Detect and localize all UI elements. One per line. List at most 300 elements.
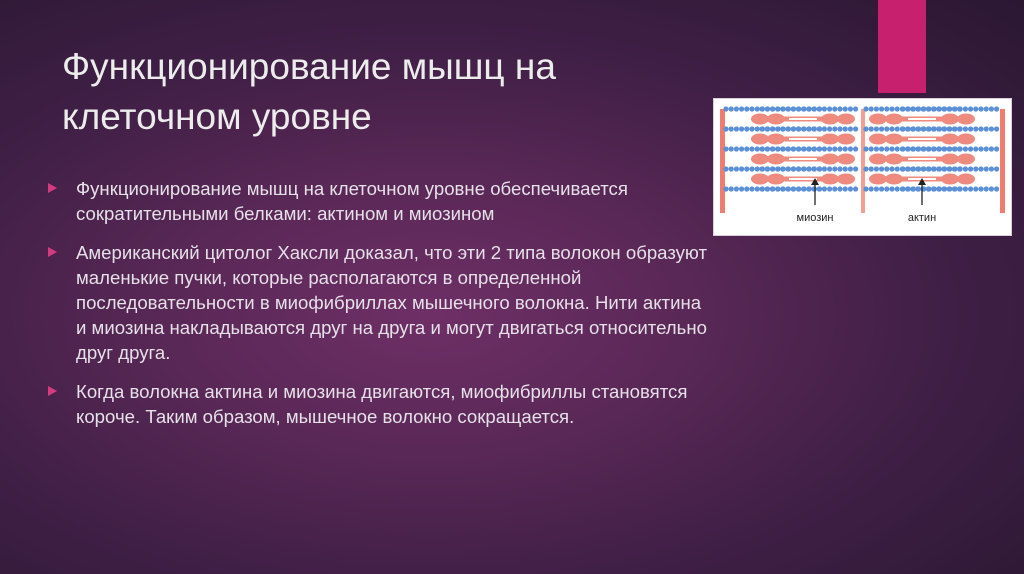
actin-bead [963,126,968,131]
actin-bead [848,126,853,131]
myosin-head [767,114,785,125]
actin-bead [916,126,921,131]
actin-bead [952,186,957,191]
actin-bead [889,186,894,191]
actin-bead [952,146,957,151]
actin-bead [895,166,900,171]
myosin-head [869,154,887,165]
myosin-head [821,134,839,145]
actin-bead [947,106,952,111]
actin-bead [749,106,754,111]
actin-bead [984,186,989,191]
actin-bead [734,126,739,131]
z-disc-right [1000,109,1005,213]
actin-bead [806,126,811,131]
actin-bead [994,106,999,111]
myosin-head [767,154,785,165]
actin-bead [942,106,947,111]
actin-bead [791,186,796,191]
actin-bead [811,166,816,171]
actin-bead [744,166,749,171]
actin-bead [843,166,848,171]
actin-bead [958,166,963,171]
actin-bead [884,126,889,131]
actin-bead [906,126,911,131]
actin-bead [947,186,952,191]
actin-bead [780,166,785,171]
actin-bead [973,126,978,131]
myosin-head [957,174,975,185]
actin-bead [817,186,822,191]
actin-bead [817,166,822,171]
actin-bead [884,186,889,191]
actin-bead [874,106,879,111]
actin-bead [801,126,806,131]
bullet-item [48,240,708,365]
actin-bead [796,146,801,151]
actin-bead [843,126,848,131]
myosin-head [885,174,903,185]
slide-title: Функционирование мышц на клеточном уровне [62,46,556,137]
actin-bead [895,126,900,131]
actin-bead [895,146,900,151]
myosin-label: миозин [796,212,834,224]
actin-bead [978,146,983,151]
actin-bead [765,146,770,151]
actin-bead [775,126,780,131]
actin-bead [900,146,905,151]
actin-bead [984,166,989,171]
actin-bead [801,146,806,151]
myosin-head [767,134,785,145]
myosin-head [885,134,903,145]
actin-bead [791,126,796,131]
actin-bead [937,106,942,111]
actin-bead [827,166,832,171]
actin-bead [984,126,989,131]
actin-bead [884,166,889,171]
actin-bead [874,146,879,151]
actin-bead [822,186,827,191]
actin-bead [853,146,858,151]
actin-bead [973,186,978,191]
myosin-head [751,174,769,185]
actin-bead [853,166,858,171]
actin-bead [968,146,973,151]
actin-bead [937,166,942,171]
actin-bead [989,106,994,111]
actin-bead [729,186,734,191]
actin-bead [734,186,739,191]
actin-bead [734,146,739,151]
actin-bead [739,186,744,191]
actin-bead [811,106,816,111]
myosin-head [941,154,959,165]
actin-bead [755,186,760,191]
actin-bead [759,146,764,151]
actin-bead [942,186,947,191]
actin-bead [994,126,999,131]
actin-bead [770,126,775,131]
actin-bead [811,126,816,131]
actin-bead [822,106,827,111]
actin-bead [723,186,728,191]
actin-bead [806,186,811,191]
actin-bead [848,106,853,111]
actin-bead [937,146,942,151]
actin-bead [989,186,994,191]
actin-bead [848,166,853,171]
myosin-head [957,154,975,165]
actin-bead [775,106,780,111]
bare-zone [908,158,936,160]
actin-bead [832,126,837,131]
actin-bead [837,186,842,191]
actin-bead [806,106,811,111]
myosin-head [941,174,959,185]
myosin-head [837,134,855,145]
actin-bead [796,186,801,191]
actin-bead [723,166,728,171]
actin-bead [968,166,973,171]
actin-bead [911,106,916,111]
myosin-head [869,114,887,125]
actin-bead [900,186,905,191]
actin-bead [863,106,868,111]
bare-zone [908,138,936,140]
actin-bead [874,126,879,131]
bullet-text: Американский цитолог Хаксли доказал, что эти 2 типа волокон образуют маленькие пучки, которые располагаются в определенной последовательности в миофибриллах мышечного волокна. Нити актина и миозина накладываются друг на друга и могут двигаться относительно друг друга. [76,242,707,363]
actin-bead [780,126,785,131]
myosin-head [821,114,839,125]
actin-bead [863,146,868,151]
actin-bead [942,126,947,131]
actin-bead [749,186,754,191]
actin-bead [723,126,728,131]
actin-bead [926,126,931,131]
actin-bead [869,186,874,191]
actin-bead [968,126,973,131]
actin-bead [900,166,905,171]
actin-bead [916,146,921,151]
actin-bead [973,106,978,111]
actin-bead [853,186,858,191]
actin-bead [775,146,780,151]
myosin-head [957,134,975,145]
actin-bead [921,126,926,131]
actin-bead [989,146,994,151]
myosin-head [941,114,959,125]
actin-bead [958,186,963,191]
actin-bead [963,166,968,171]
actin-bead [739,146,744,151]
actin-bead [837,126,842,131]
actin-bead [755,146,760,151]
actin-bead [978,126,983,131]
triangle-bullet-icon [48,183,57,193]
actin-bead [963,106,968,111]
myosin-head [957,114,975,125]
myosin-head [837,114,855,125]
actin-bead [780,106,785,111]
actin-bead [916,166,921,171]
actin-bead [759,126,764,131]
actin-bead [843,186,848,191]
actin-bead [889,126,894,131]
actin-bead [932,126,937,131]
actin-bead [978,106,983,111]
actin-bead [884,146,889,151]
actin-bead [963,146,968,151]
actin-bead [832,186,837,191]
actin-bead [765,106,770,111]
actin-bead [958,126,963,131]
actin-bead [729,146,734,151]
actin-bead [723,146,728,151]
actin-bead [963,186,968,191]
actin-bead [827,146,832,151]
actin-bead [932,166,937,171]
actin-bead [853,126,858,131]
actin-bead [785,166,790,171]
z-disc-left [720,109,725,213]
bare-zone [789,118,817,120]
myosin-head [751,134,769,145]
actin-bead [952,166,957,171]
actin-bead [791,166,796,171]
bullet-text: Когда волокна актина и миозина двигаются, миофибриллы становятся короче. Таким образом, мышечное волокно сокращается. [76,381,688,427]
actin-bead [906,106,911,111]
actin-bead [755,166,760,171]
actin-bead [822,166,827,171]
actin-bead [744,126,749,131]
actin-bead [989,126,994,131]
actin-bead [869,126,874,131]
actin-bead [879,146,884,151]
actin-bead [729,166,734,171]
actin-bead [739,106,744,111]
actin-bead [916,186,921,191]
myosin-head [869,134,887,145]
actin-bead [734,166,739,171]
actin-bead [848,186,853,191]
actin-bead [947,146,952,151]
actin-bead [906,186,911,191]
actin-bead [827,106,832,111]
actin-bead [744,186,749,191]
actin-bead [973,166,978,171]
accent-bar [878,0,926,93]
myosin-head [821,154,839,165]
actin-bead [942,166,947,171]
actin-bead [921,166,926,171]
actin-bead [900,126,905,131]
actin-bead [911,126,916,131]
actin-bead [926,166,931,171]
actin-bead [952,106,957,111]
actin-bead [942,146,947,151]
actin-bead [932,186,937,191]
myosin-head [751,154,769,165]
actin-bead [921,106,926,111]
actin-bead [958,106,963,111]
actin-bead [911,166,916,171]
actin-bead [869,146,874,151]
triangle-bullet-icon [48,247,57,257]
actin-bead [822,126,827,131]
actin-bead [863,126,868,131]
myosin-head [751,114,769,125]
actin-bead [739,126,744,131]
actin-bead [937,126,942,131]
actin-bead [889,106,894,111]
bare-zone [789,138,817,140]
actin-bead [837,166,842,171]
actin-bead [889,166,894,171]
actin-bead [817,146,822,151]
actin-bead [759,166,764,171]
actin-bead [796,166,801,171]
actin-bead [832,146,837,151]
actin-bead [739,166,744,171]
actin-bead [906,146,911,151]
actin-bead [749,166,754,171]
actin-bead [755,106,760,111]
actin-bead [817,126,822,131]
actin-bead [869,166,874,171]
actin-bead [926,146,931,151]
actin-bead [796,106,801,111]
actin-bead [994,186,999,191]
actin-bead [775,186,780,191]
actin-bead [900,106,905,111]
actin-bead [765,126,770,131]
actin-bead [770,106,775,111]
actin-bead [744,106,749,111]
triangle-bullet-icon [48,386,57,396]
actin-label: актин [907,212,937,224]
actin-bead [775,166,780,171]
actin-bead [723,106,728,111]
actin-bead [958,146,963,151]
bare-zone [908,118,936,120]
actin-bead [869,106,874,111]
myosin-head [767,174,785,185]
actin-bead [765,166,770,171]
actin-bead [744,146,749,151]
bullet-list [48,176,708,443]
actin-bead [984,146,989,151]
myosin-head [821,174,839,185]
z-disc-middle [861,109,865,213]
actin-bead [932,146,937,151]
actin-bead [832,106,837,111]
actin-bead [889,146,894,151]
actin-bead [932,106,937,111]
actin-bead [806,166,811,171]
actin-bead [843,146,848,151]
sarcomere-figure [714,99,1011,235]
actin-bead [843,106,848,111]
myosin-head [941,134,959,145]
actin-bead [911,186,916,191]
actin-bead [817,106,822,111]
actin-bead [811,146,816,151]
actin-bead [879,106,884,111]
actin-bead [749,126,754,131]
actin-bead [801,106,806,111]
actin-bead [984,106,989,111]
actin-bead [848,146,853,151]
bullet-text: Функционирование мышц на клеточном уровне обеспечивается сократительными белками: актином и миозином [76,178,628,224]
actin-bead [791,106,796,111]
actin-bead [978,186,983,191]
actin-bead [863,186,868,191]
actin-bead [989,166,994,171]
actin-bead [780,186,785,191]
actin-bead [874,166,879,171]
sarcomere-diagram [713,98,1012,236]
actin-bead [759,106,764,111]
bare-zone [789,158,817,160]
actin-bead [926,186,931,191]
actin-bead [879,166,884,171]
actin-bead [791,146,796,151]
bullet-item [48,176,708,226]
actin-bead [827,126,832,131]
actin-bead [952,126,957,131]
actin-bead [994,146,999,151]
bare-zone [789,178,817,180]
actin-bead [734,106,739,111]
myosin-head [885,114,903,125]
actin-bead [729,126,734,131]
actin-bead [729,106,734,111]
actin-bead [973,146,978,151]
actin-bead [895,186,900,191]
actin-bead [863,166,868,171]
actin-bead [879,126,884,131]
actin-bead [832,166,837,171]
actin-bead [895,106,900,111]
actin-bead [906,166,911,171]
myosin-head [837,174,855,185]
actin-bead [968,106,973,111]
actin-bead [853,106,858,111]
actin-bead [827,186,832,191]
actin-bead [755,126,760,131]
bullet-item [48,379,708,429]
actin-bead [926,106,931,111]
actin-bead [916,106,921,111]
actin-bead [806,146,811,151]
actin-bead [978,166,983,171]
actin-bead [837,106,842,111]
actin-bead [780,146,785,151]
myosin-head [869,174,887,185]
actin-bead [911,146,916,151]
actin-bead [770,166,775,171]
actin-bead [765,186,770,191]
actin-bead [879,186,884,191]
actin-bead [785,126,790,131]
actin-bead [822,146,827,151]
actin-bead [947,126,952,131]
myosin-head [837,154,855,165]
actin-bead [785,186,790,191]
actin-bead [837,146,842,151]
actin-bead [937,186,942,191]
